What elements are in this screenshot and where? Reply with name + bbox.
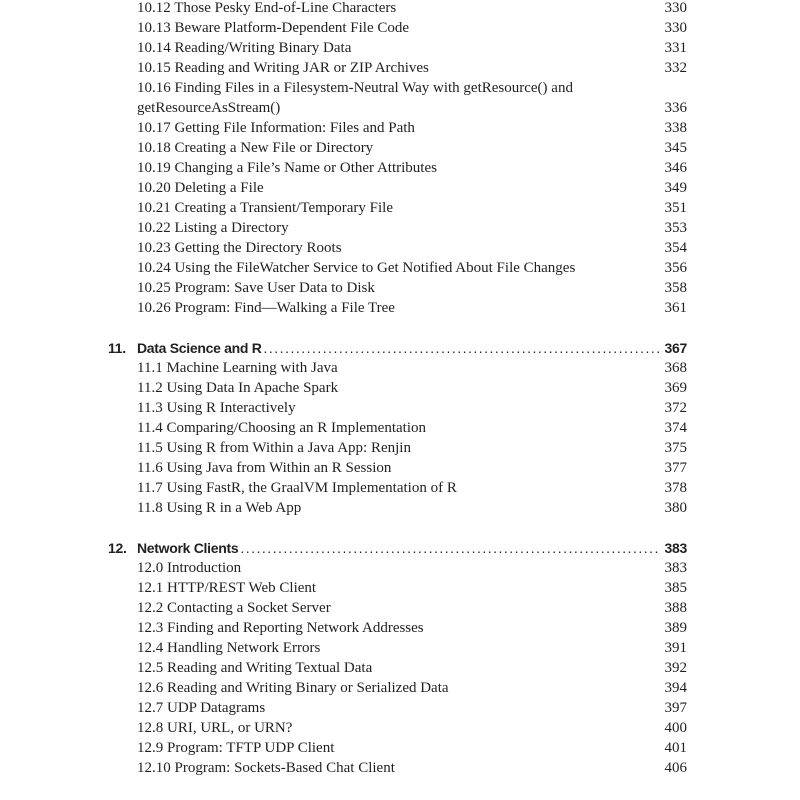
- toc-entry-title: 11.4 Comparing/Choosing an R Implementation: [137, 420, 426, 436]
- toc-entry-title: 10.15 Reading and Writing JAR or ZIP Archives: [137, 60, 429, 76]
- toc-entry-page: 388: [664, 600, 687, 616]
- toc-entry[interactable]: [137, 478, 687, 498]
- toc-entry-title: 12.0 Introduction: [137, 560, 242, 576]
- toc-entry[interactable]: [137, 38, 687, 58]
- chapter-number: 11.: [108, 340, 126, 356]
- toc-entry[interactable]: [137, 758, 687, 778]
- toc-entry[interactable]: [137, 638, 687, 658]
- toc-entry-title: 10.25 Program: Save User Data to Disk: [137, 280, 375, 296]
- toc-entry-title: 10.13 Beware Platform-Dependent File Code: [137, 20, 410, 36]
- toc-entry-page: 372: [664, 400, 687, 416]
- toc-entry-page: 338: [664, 120, 687, 136]
- toc-entry[interactable]: [137, 198, 687, 218]
- toc-entry-page: 401: [664, 740, 687, 756]
- toc-entry-title: 11.2 Using Data In Apache Spark: [137, 380, 339, 396]
- toc-entry[interactable]: [137, 618, 687, 638]
- toc-entry-title: 12.7 UDP Datagrams: [137, 700, 266, 716]
- toc-entry-title: 10.18 Creating a New File or Directory: [137, 140, 374, 156]
- toc-entry-title: 11.3 Using R Interactively: [137, 400, 296, 416]
- toc-entry-title: 12.2 Contacting a Socket Server: [137, 600, 331, 616]
- toc-entry-page: 358: [664, 280, 687, 296]
- dot-leader: [240, 538, 660, 558]
- toc-entry-title: 12.9 Program: TFTP UDP Client: [137, 740, 335, 756]
- toc-entry-page: 391: [664, 640, 687, 656]
- toc-entry-title: 12.8 URI, URL, or URN?: [137, 720, 293, 736]
- toc-entry-title: 10.21 Creating a Transient/Temporary File: [137, 200, 393, 216]
- toc-entry-page: 400: [664, 720, 687, 736]
- toc-entry[interactable]: [137, 678, 687, 698]
- toc-entry-title: 12.4 Handling Network Errors: [137, 640, 321, 656]
- toc-entry[interactable]: [137, 498, 687, 518]
- toc-chapter-heading[interactable]: [108, 538, 687, 558]
- toc-entry-page: 406: [664, 760, 687, 776]
- toc-entry[interactable]: [137, 238, 687, 258]
- toc-entry-title: 12.5 Reading and Writing Textual Data: [137, 660, 373, 676]
- toc-entry-title: 11.8 Using R in a Web App: [137, 500, 302, 516]
- toc-entry[interactable]: [137, 718, 687, 738]
- toc-entry-title: 10.22 Listing a Directory: [137, 220, 289, 236]
- toc-entry-page: 369: [664, 380, 687, 396]
- toc-entry-title: 12.1 HTTP/REST Web Client: [137, 580, 317, 596]
- toc-entry-title: 11.6 Using Java from Within an R Session: [137, 460, 392, 476]
- toc-entry[interactable]: [137, 658, 687, 678]
- toc-entry[interactable]: [137, 578, 687, 598]
- toc-entry-page: 336: [664, 100, 687, 116]
- toc-entry-page: 330: [664, 20, 687, 36]
- chapter-number: 12.: [108, 540, 127, 556]
- toc-entry-title: 10.23 Getting the Directory Roots: [137, 240, 342, 256]
- toc-entry-page: 377: [664, 460, 687, 476]
- toc-entry-title: 10.19 Changing a File’s Name or Other Attributes: [137, 160, 437, 176]
- toc-entry[interactable]: [137, 358, 687, 378]
- toc-entry-page: 378: [664, 480, 687, 496]
- chapter-title: Network Clients: [137, 540, 239, 556]
- toc-entry-title: 12.10 Program: Sockets-Based Chat Client: [137, 760, 395, 776]
- toc-entry-page: 375: [664, 440, 687, 456]
- toc-entry[interactable]: [137, 18, 687, 38]
- toc-entry[interactable]: [137, 78, 687, 118]
- toc-entry[interactable]: [137, 698, 687, 718]
- toc-entry-page: 332: [664, 60, 687, 76]
- toc-entry-title: 11.1 Machine Learning with Java: [137, 360, 338, 376]
- toc-entry-title: 12.3 Finding and Reporting Network Addresses: [137, 620, 424, 636]
- toc-entry[interactable]: [137, 558, 687, 578]
- toc-entry[interactable]: [137, 598, 687, 618]
- toc-entry-page: 354: [664, 240, 687, 256]
- toc-entry[interactable]: [137, 0, 687, 18]
- toc-entry-page: 385: [664, 580, 687, 596]
- toc-entry-title: 10.16 Finding Files in a Filesystem-Neutral Way with getResource() and getResourceAsStream(): [137, 80, 573, 116]
- toc-entry[interactable]: [137, 398, 687, 418]
- toc-entry-title: 10.26 Program: Find—Walking a File Tree: [137, 300, 395, 316]
- toc-entry-page: 368: [664, 360, 687, 376]
- toc-entry-page: 351: [664, 200, 687, 216]
- toc-entry[interactable]: [137, 378, 687, 398]
- toc-entry-title: 10.12 Those Pesky End-of-Line Characters: [137, 0, 397, 16]
- toc-entry-title: 10.24 Using the FileWatcher Service to Get Notified About File Changes: [137, 260, 576, 276]
- toc-entry-page: 353: [664, 220, 687, 236]
- toc-entry-page: 397: [664, 700, 687, 716]
- toc-entry[interactable]: [137, 278, 687, 298]
- toc-chapter-heading[interactable]: [108, 338, 687, 358]
- toc-entry-page: 346: [664, 160, 687, 176]
- toc-entry[interactable]: [137, 298, 687, 318]
- toc-entry[interactable]: [137, 118, 687, 138]
- toc-entry-page: 361: [664, 300, 687, 316]
- toc-entry-page: 356: [664, 260, 687, 276]
- toc-entry-title: 12.6 Reading and Writing Binary or Serialized Data: [137, 680, 449, 696]
- toc-entry[interactable]: [137, 218, 687, 238]
- toc-entry[interactable]: [137, 258, 687, 278]
- toc-entry-page: 349: [664, 180, 687, 196]
- toc-entry[interactable]: [137, 458, 687, 478]
- toc-entry-page: 392: [664, 660, 687, 676]
- toc-entry[interactable]: [137, 178, 687, 198]
- toc-entry-page: 330: [664, 0, 687, 16]
- toc-entry[interactable]: [137, 438, 687, 458]
- toc-entry[interactable]: [137, 58, 687, 78]
- chapter-title: Data Science and R: [137, 340, 262, 356]
- toc-entry-title: 10.20 Deleting a File: [137, 180, 264, 196]
- toc-entry[interactable]: [137, 418, 687, 438]
- toc-entry-page: 394: [664, 680, 687, 696]
- chapter-page: 383: [664, 540, 687, 556]
- toc-entry-page: 374: [664, 420, 687, 436]
- toc-entry-title: 10.14 Reading/Writing Binary Data: [137, 40, 352, 56]
- toc-entry-title: 11.5 Using R from Within a Java App: Renjin: [137, 440, 411, 456]
- toc-entry-page: 380: [664, 500, 687, 516]
- toc-entry-page: 331: [664, 40, 687, 56]
- toc-entry-page: 383: [664, 560, 687, 576]
- toc-entry-title: 11.7 Using FastR, the GraalVM Implementation of R: [137, 480, 457, 496]
- toc-entry[interactable]: [137, 158, 687, 178]
- toc-entry-title: 10.17 Getting File Information: Files and Path: [137, 120, 415, 136]
- dot-leader: [264, 338, 661, 358]
- chapter-page: 367: [664, 340, 687, 356]
- toc-entry-page: 345: [664, 140, 687, 156]
- toc-entry[interactable]: [137, 138, 687, 158]
- toc-entry[interactable]: [137, 738, 687, 758]
- toc-entry-page: 389: [664, 620, 687, 636]
